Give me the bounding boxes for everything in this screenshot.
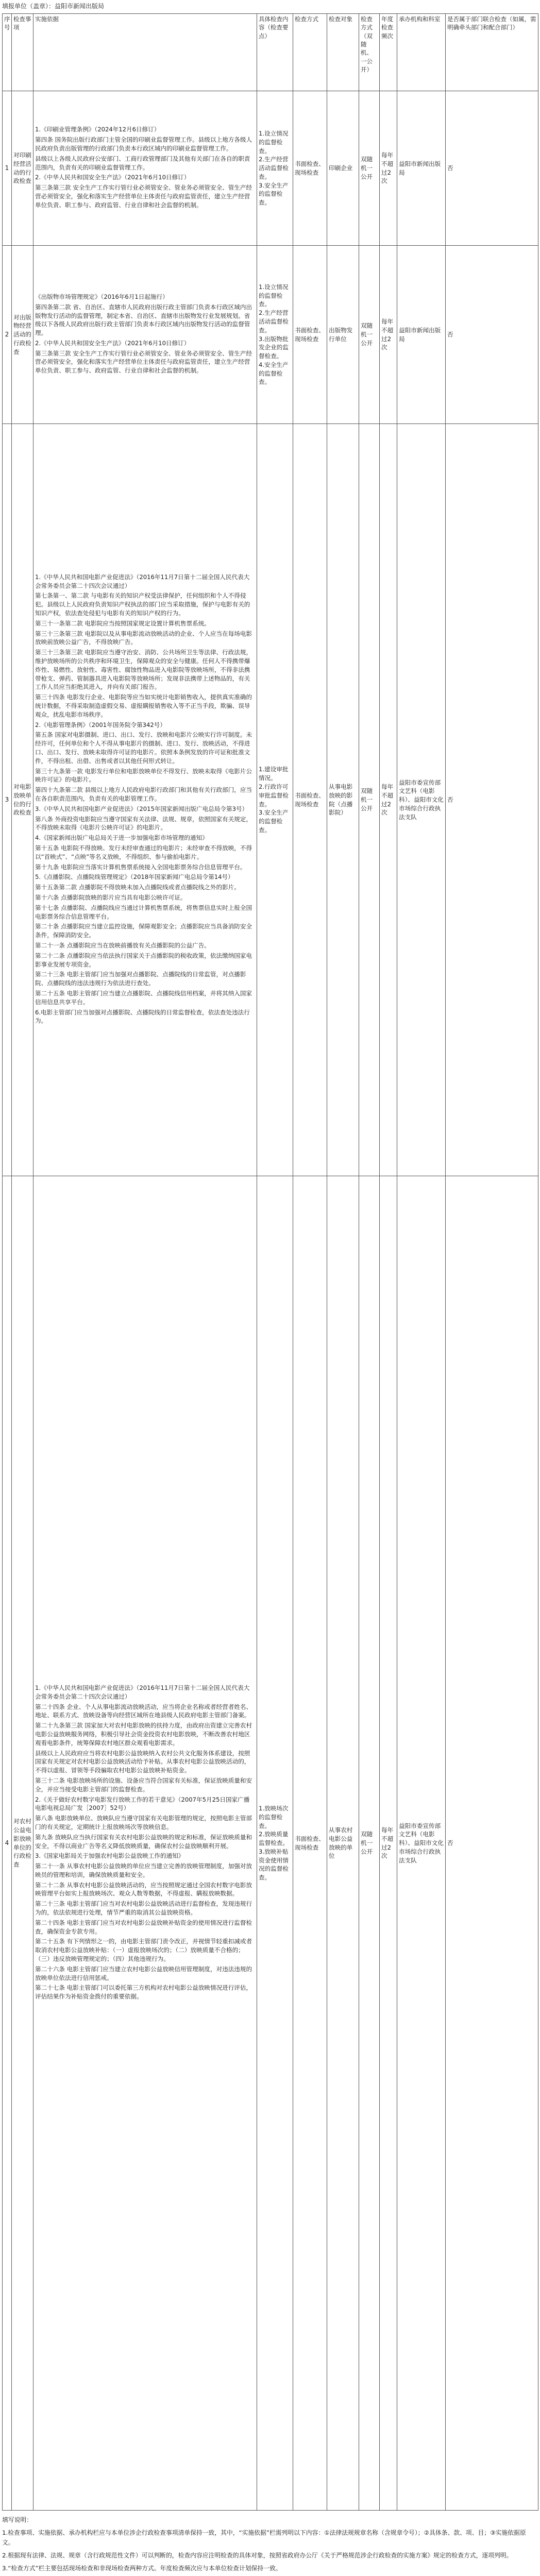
- basis-line: 3.《中华人民共和国电影产业促进法》（2015年国家新闻出版广电总局令第3号）: [35, 805, 248, 812]
- basis-line: 2.《关于做好农村数字电影发行放映工作的若干意见》（2007年5月25日国家广播电影电视总局广发［2007］52号）: [35, 1795, 250, 1812]
- row-form: 双随机一公开: [359, 1176, 380, 2511]
- basis-line: 第八条 电影放映单位、放映队应当遵守国家有关电影管理的规定，按照电影主管部门的有关规定，定期统计上报放映场次等放映信息。: [35, 1815, 252, 1831]
- row-method: 书面检查、现场检查: [293, 246, 327, 424]
- row-item: 对农村公益电影放映单位的行政检查: [12, 1176, 33, 2511]
- row-basis: [33, 246, 257, 424]
- basis-line: 第十六条 点播影院放映的影片应当具有电影公映许可证。: [35, 893, 187, 901]
- basis-line: 第九条 放映队应当执行国家有关农村电影公益放映的规定和标准，保证放映质量和安全，不得以商业广告等名义降低放映质量，确保农村公益放映顺利开展。: [35, 1833, 252, 1850]
- table-row: [3, 246, 538, 424]
- basis-line: 第二十三条 电影主管部门应当加强对点播影院、点播院线的日常监管，对点播影院、点播院线的违法违规行为依法进行查处。: [35, 971, 246, 987]
- basis-line: 第三十四条 电影发行企业、电影院等应当如实统计电影销售收入，提供真实准确的统计数据，不得采取制造虚假交易、虚报瞒报销售收入等不正当手段，欺骗、误导观众，扰乱电影市场秩序。: [35, 693, 252, 718]
- table-header-row: [3, 14, 538, 91]
- basis-line: 1.《中华人民共和国电影产业促进法》（2016年11月7日第十二届全国人民代表大会常务委员会第二十四次会议通过）: [35, 573, 250, 589]
- col-header-joint: 是否属于部门联合检查（如属，需明确牵头部门和配合部门）: [446, 14, 538, 91]
- col-header-freq: 年度检查频次: [380, 14, 397, 91]
- basis-line: 第三十一条第二款 电影院应当按照国家规定设置计算机售票系统。: [35, 619, 210, 627]
- row-no: 1: [3, 91, 12, 246]
- note-item: 2.根据现有法律、法规、规章（含行政规范性文件）可以判断的，检查内容应注明检查的具体对象，按照省政府办公厅《关于严格规范涉企行政检查的实施方案》规定的检查方式，逐项列明。: [2, 2551, 513, 2559]
- basis-line: 第二十二条 从事农村电影公益放映活动的，应当按照规定通过全国农村数字电影放映管理平台如实上报放映场次、观众人数等数据，不得虚报、瞒报放映数据。: [35, 1881, 252, 1897]
- basis-line: 第二十九条第三款 国家加大对农村电影放映的扶持力度，由政府出资建立完善农村电影公益放映服务网络，积极引导社会资金投资农村电影放映，不断改善农村地区观看电影条件，统筹保障农村地区群众观看电影需求。: [35, 1722, 252, 1747]
- row-no: 4: [3, 1176, 12, 2511]
- row-form: 双随机一公开: [359, 424, 380, 1176]
- row-joint: 否: [446, 1176, 538, 2511]
- basis-line: 第五条 国家对电影摄制、进口、出口、发行、放映和电影片公映实行许可制度。未经许可，任何单位和个人不得从事电影片的摄制、进口、发行、放映活动，不得进口、出口、发行、放映未取得许可证的电影片。依照本条例发放的许可证和批准文件，不得出租、出借、出售或者以其他任何形式转让。: [35, 731, 252, 765]
- row-joint: 否: [446, 91, 538, 246]
- basis-line: 第三十二条 电影放映场所的设施、设备应当符合国家有关标准，保证放映质量和安全，并应当接受电影主管部门的监督检查。: [35, 1776, 252, 1793]
- table-row: [3, 424, 538, 1176]
- basis-line: 第四条 国务院出版行政部门主管全国的印刷业监督管理工作。县级以上地方各级人民政府负责出版管理的行政部门负责本行政区域内的印刷业监督管理工作。: [35, 136, 252, 152]
- basis-line: 第三条第三款 安全生产工作实行管行业必须管安全、管业务必须管安全、管生产经营必须管安全，强化和落实生产经营单位主体责任与政府监管责任，建立生产经营单位负责、职工参与、政府监管、行业自律和社会监督的机制。: [35, 349, 252, 375]
- basis-line: 第二十四条 电影主管部门应当对农村电影公益放映补贴资金的使用情况进行监督检查，确保资金专款专用。: [35, 1919, 252, 1935]
- row-method: 书面检查、现场检查: [293, 91, 327, 246]
- col-header-form: 检查方式（双随机、一公开）: [359, 14, 380, 91]
- row-subject: 出版物发行单位: [327, 246, 359, 424]
- col-header-org: 承办机构和科室: [397, 14, 446, 91]
- row-basis: [33, 424, 257, 1176]
- col-header-item: 检查事项: [12, 14, 33, 91]
- basis-line: 1.《中华人民共和国电影产业促进法》（2016年11月7日第十二届全国人民代表大会常务委员会第二十四次会议通过）: [35, 1684, 250, 1700]
- basis-line: 第三十三条第三款 电影院以及从事电影流动放映活动的企业、个人应当在每场电影放映前放映公益广告，不得放映广告。: [35, 630, 252, 646]
- row-item: 对出版物经营活动的行政检查: [12, 246, 33, 424]
- basis-line: 第二十三条 电影主管部门应当对农村电影公益放映活动进行监督检查，发现违规行为的，依法依规进行处理，情节严重的取消其公益放映资格。: [35, 1900, 252, 1917]
- basis-line: 第二十条 点播影院应当建立监控设施，保障观影安全；点播影院应当具备消防安全条件，保障消防安全。: [35, 923, 252, 939]
- basis-line: 3.《国家电影局关于加强农村电影公益放映工作的通知》: [35, 1852, 184, 1860]
- basis-line: 6.电影主管部门应当加强对点播影院、点播院线的日常监督检查，依法查处违法行为。: [35, 1008, 250, 1025]
- row-org: 益阳市新闻出版局: [397, 91, 446, 246]
- row-method: 书面检查、现场检查: [293, 424, 327, 1176]
- col-header-method: 检查方式: [293, 14, 327, 91]
- basis-line: 2.《中华人民共和国安全生产法》（2021年6月10日修订）: [35, 174, 190, 181]
- row-org: 益阳市新闻出版局: [397, 246, 446, 424]
- row-form: 双随机一公开: [359, 91, 380, 246]
- basis-line: 第十九条 电影院应当落实计算机售票系统接入全国电影票务综合信息管理平台。: [35, 863, 246, 871]
- row-freq: 每年不超过2次: [380, 91, 397, 246]
- basis-line: 4.《国家新闻出版广电总局关于进一步加强电影市场管理的通知》: [35, 834, 208, 842]
- row-subject: 从事农村电影公益放映的单位: [327, 1176, 359, 2511]
- basis-line: 第二十六条 电影主管部门应当建立农村电影公益放映信用管理制度，对违法违规的放映单位依法进行信用惩戒。: [35, 1965, 252, 1981]
- row-content: 1.放映场次的监督检查。 2.放映质量监督检查。 3.放映补贴资金使用情况的监督检查。: [257, 1176, 293, 2511]
- header-label: 填报单位（盖章）：益阳市新闻出版局: [2, 3, 105, 10]
- row-freq: 每年不超过2次: [380, 1176, 397, 2511]
- col-header-basis: 实施依据: [33, 14, 257, 91]
- basis-line: 第二十二条 点播影院应当依法执行国家关于点播影院的税收政策，依法缴纳国家电影事业发展专项资金。: [35, 952, 252, 968]
- col-header-subject: 检查对象: [327, 14, 359, 91]
- basis-line: 第三十九条第一款 电影发行单位和电影放映单位不得发行、放映未取得《电影片公映许可证》的电影片。: [35, 767, 252, 784]
- row-org: 益阳市委宣传部文艺科（电影科）、益阳市文化市场综合行政执法支队: [397, 1176, 446, 2511]
- table-row: [3, 91, 538, 246]
- basis-line: 县级以上人民政府应当将农村电影公益放映纳入农村公共文化服务体系建设，按照国家有关规定对农村电影公益放映活动给予补贴。从事农村电影公益放映活动的，不得以虚报、冒领等手段骗取农村电影公益放映补贴资金。: [35, 1749, 250, 1774]
- basis-line: 第十五条 电影院不得放映、发行未经审查通过的电影片；未经审查不得放映，不得以“首映式”、“点映”等名义放映，不得组织、参与偷拍电影片。: [35, 844, 252, 860]
- basis-line: 第四十九条第二款 县级以上地方人民政府电影行政部门和其他有关行政部门，应当在各自职责范围内，负责有关的电影管理工作。: [35, 786, 252, 802]
- col-header-content: 具体检查内容（检查要点）: [257, 14, 293, 91]
- row-joint: 否: [446, 424, 538, 1176]
- row-item: 对电影放映单位的行政检查: [12, 424, 33, 1176]
- row-basis: [33, 91, 257, 246]
- row-content: 1.建设审批情况。 2.行政许可审批监督检查。 3.安全生产的监督检查。: [257, 424, 293, 1176]
- col-header-no: 序号: [3, 14, 12, 91]
- notes-title: 填写说明：: [2, 2516, 32, 2523]
- basis-line: 第八条 外商投资电影院应当遵守国家有关法律、法规、规章，依照国家有关规定，不得放映未取得《电影片公映许可证》的电影片。: [35, 815, 252, 832]
- note-item: 3.“检查方式”栏主要包括现场检查和非现场检查两种方式。年度检查频次应与本单位检查计划保持一致。: [2, 2565, 282, 2572]
- basis-line: 第三十三条第三款 电影院应当遵守治安、消防、公共场所卫生等法律、行政法规，维护放映场所的公共秩序和环境卫生，保障观众的安全与健康。任何人不得携带爆炸性、易燃性、放射性、毒害性、腐蚀性物品进入电影院等放映场所，不得非法携带枪支、弹药、管制器具进入电影院等放映场所；发现非法携带上述物品的，有关工作人员应当拒绝其进入，并向有关部门报告。: [35, 649, 252, 691]
- basis-line: 第十五条第二款 点播影院不得放映未加入点播院线或者点播院线之外的影片。: [35, 884, 240, 891]
- row-org: 益阳市委宣传部文艺科（电影科）、益阳市文化市场综合行政执法支队: [397, 424, 446, 1176]
- basis-line: 第十七条 点播影院、点播院线应当通过计算机售票系统，将售票信息实时上报全国电影票务综合信息管理平台。: [35, 904, 252, 920]
- row-content: 1.设立情况的监督检查。 2.生产经营活动监督检查。 3.安全生产的监督检查。: [257, 91, 293, 246]
- notes-section: [2, 2515, 538, 2576]
- row-item: 对印刷经营活动的行政检查: [12, 91, 33, 246]
- basis-line: 第二十一条 从事农村电影公益放映的单位应当建立完善的放映管理制度，加强对放映员的管理和培训，确保放映质量和安全。: [35, 1862, 252, 1878]
- row-no: 3: [3, 424, 12, 1176]
- row-subject: 印刷企业: [327, 91, 359, 246]
- basis-line: 2.《电影管理条例》（2001年国务院令第342号）: [35, 721, 166, 728]
- basis-line: 第二十五条 电影主管部门应当建立点播影院、点播院线信用档案，并将其纳入国家信用信息共享平台。: [35, 989, 252, 1006]
- basis-line: 第三条第三款 安全生产工作实行管行业必须管安全、管业务必须管安全、管生产经营必须管安全，强化和落实生产经营单位主体责任与政府监管责任，建立生产经营单位负责、职工参与、政府监管、行业自律和社会监督的机制。: [35, 184, 252, 209]
- basis-line: 第二十七条 电影主管部门可以委托第三方机构对农村电影公益放映情况进行评估，评估结果作为补贴资金拨付的重要依据。: [35, 1984, 252, 2001]
- basis-line: 县级以上各级人民政府公安部门、工商行政管理部门及其他有关部门在各自的职责范围内，负责有关的印刷业监督管理工作。: [35, 155, 250, 171]
- row-basis: [33, 1176, 257, 2511]
- basis-line: 第七条第一、第二款 与电影有关的知识产权受法律保护，任何组织和个人不得侵犯。县级以上人民政府负责知识产权执法的部门应当采取措施，保护与电影有关的知识产权，依法查处侵犯与电影有关的知识产权的行为。: [35, 592, 250, 617]
- basis-line: 第二十一条 点播影院应当在放映前播放有关点播影院的公益广告。: [35, 941, 210, 949]
- basis-line: 1.《印刷业管理条例》（2024年12月6日修订）: [35, 126, 160, 133]
- row-subject: 从事电影放映的影院（点播影院）: [327, 424, 359, 1176]
- inspection-table: [2, 13, 538, 2511]
- row-freq: 每年不超过2次: [380, 246, 397, 424]
- row-form: 双随机一公开: [359, 246, 380, 424]
- row-no: 2: [3, 246, 12, 424]
- basis-line: 第二十五条 有下列情形之一的，由电影主管部门责令改正，并视情节轻重扣减或者取消农村电影公益放映补贴：（一）虚报放映场次的；（二）放映质量不合格的；（三）违反放映管理规定的；（四）其他违规行为。: [35, 1938, 252, 1963]
- basis-line: 2.《中华人民共和国安全生产法》（2021年6月10日修订）: [35, 339, 190, 347]
- basis-line: 5.《点播影院、点播院线管理规定》（2018年国家新闻广电总局令第14号）: [35, 873, 234, 881]
- table-row: [3, 1176, 538, 2511]
- row-joint: 否: [446, 246, 538, 424]
- row-content: 1.设立情况的监督检查。 2.生产经营活动监督检查。 3.出版物批发企业的监督检查。 4.安全生产的监督检查。: [257, 246, 293, 424]
- row-method: 书面检查、现场检查: [293, 1176, 327, 2511]
- note-item: 1.检查事项、实施依据、承办机构栏应与本单位涉企行政检查事项清单保持一致，其中，“实施依据”栏需列明以下内容：①法律法规规章名称（含规章令号）；②具体条、款、项、目；③实施依据原文。: [2, 2529, 526, 2546]
- basis-line: 《出版物市场管理规定》（2016年6月1日起施行）: [35, 293, 168, 300]
- row-freq: 每年不超过2次: [380, 424, 397, 1176]
- basis-line: 第二十四条 企业、个人从事电影流动放映活动，应当将企业名称或者经营者姓名、地址、联系方式、放映设备等向经营区域所在地县级人民政府电影主管部门备案。: [35, 1703, 252, 1719]
- basis-line: 第四条第二款 省、自治区、直辖市人民政府出版行政主管部门负责本行政区域内出版物发行活动的监督管理，制定本省、自治区、直辖市出版物发行业发展规划。省级以下各级人民政府出版行政主管部门负责本行政区域内出版物发行活动的监督管理。: [35, 303, 252, 337]
